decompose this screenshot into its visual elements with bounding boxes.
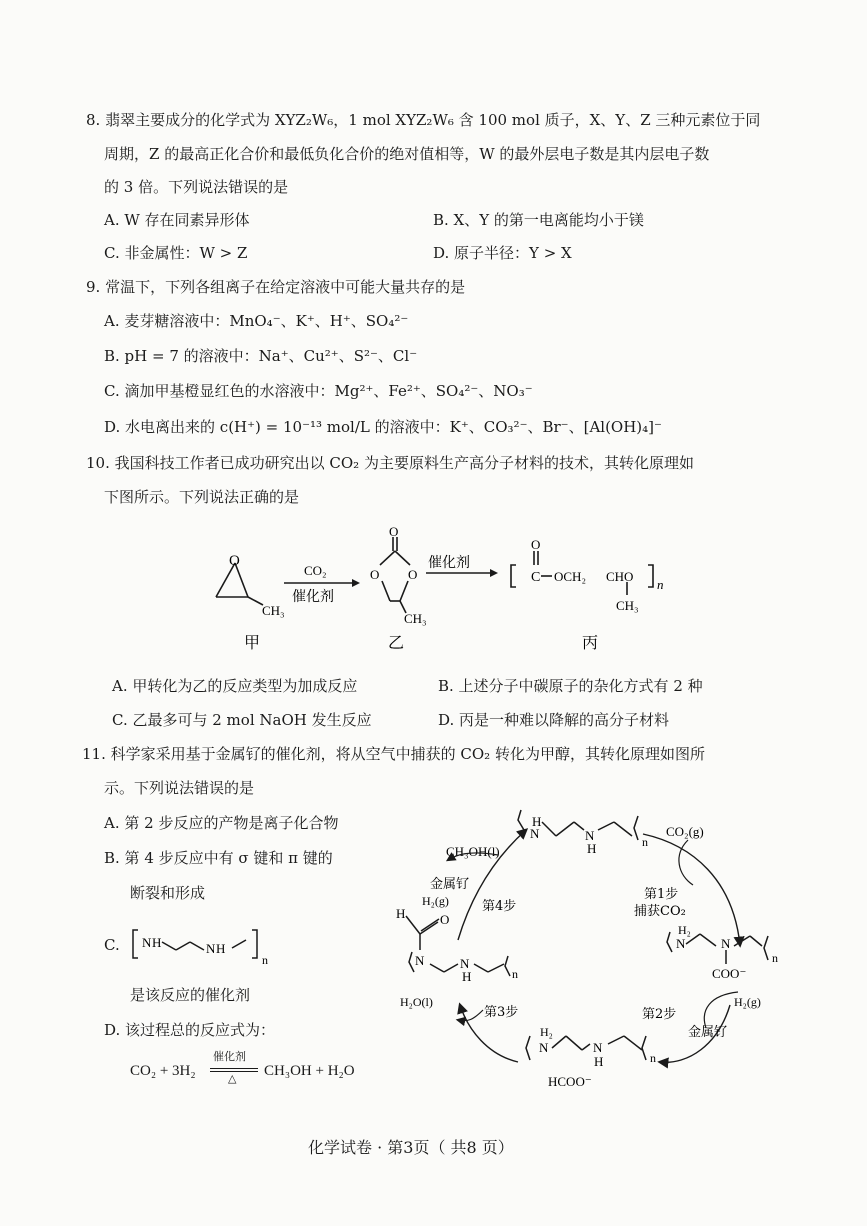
co2g-label: CO₂(g) [666,824,704,839]
page-footer: 化学试卷 · 第3页（ 共8 页） [308,1138,514,1157]
q8-stem-line2: 周期，Z 的最高正化合价和最低负化合价的绝对值相等，W 的最外层电子数是其内层电子数 [104,145,710,163]
top-n1-h: H [532,814,542,829]
equation-catalyst: 催化剂 [213,1050,246,1063]
top-n1: N [530,826,540,841]
capture-co2-label: 捕获CO₂ [634,904,686,919]
formate-hcoo: HCOO⁻ [548,1074,592,1089]
q10-option-a: A. 甲转化为乙的反应类型为加成反应 [112,677,358,695]
carbonate-o-right: O [408,567,418,582]
label-bing: 丙 [582,633,599,652]
q8-stem-line3: 的 3 倍。下列说法错误的是 [104,178,289,196]
formate-n: n [650,1051,656,1065]
q8-option-a: A. W 存在同素异形体 [104,211,250,229]
catalyst-nh-2-h: H [216,941,226,956]
formamide-n: N [415,953,425,968]
h2g-step2: H₂(g) [734,995,761,1009]
formamide-n-sub: n [512,967,518,981]
carbonate-ch3: CH₃ [404,611,427,626]
q11-catalytic-cycle [388,800,808,1100]
polymer-cho: CHO [606,569,634,584]
q11-option-c-catalyst-structure [128,922,278,967]
q9-stem: 9. 常温下，下列各组离子在给定溶液中可能大量共存的是 [86,278,466,296]
arrow-2-catalyst: 催化剂 [428,555,470,571]
q11-option-d: D. 该过程总的反应式为： [104,1021,276,1039]
ch3oh-label: CH₃OH(l) [446,844,500,859]
q8-option-c: C. 非金属性：W > Z [104,244,248,262]
step3-label: 第3步 [484,1005,519,1020]
q10-stem-line2: 下图所示。下列说法正确的是 [104,488,300,506]
q10-reaction-figure [200,525,700,660]
catalyst-nh-2: N [206,941,216,956]
catalyst-nh-1: N [142,935,152,950]
carbonate-o-top: O [389,525,399,539]
q9-option-c: C. 滴加甲基橙显红色的水溶液中：Mg²⁺、Fe²⁺、SO₄²⁻、NO₃⁻ [104,382,533,400]
q9-option-d: D. 水电离出来的 c(H⁺) = 10⁻¹³ mol/L 的溶液中：K⁺、CO₃²⁻、Br⁻、[Al(OH)₄]⁻ [104,418,662,436]
formamide-o: O [440,912,450,927]
formate-n2-h: H [594,1054,604,1069]
top-n2-h: H [587,841,597,856]
equation-heat: △ [228,1072,237,1085]
ru-step2: 金属钌 [688,1025,728,1040]
cyclic-carbonate-structure [380,537,410,613]
label-jia: 甲 [244,633,261,652]
carbamate-h2: H₂ [678,923,691,937]
arrow-2-head [490,569,498,577]
carbamate-n2: N [721,936,731,951]
q10-stem-line1: 10. 我国科技工作者已成功研究出以 CO₂ 为主要原料生产高分子材料的技术，其转化原理如 [86,454,694,472]
q9-option-a: A. 麦芽糖溶液中：MnO₄⁻、K⁺、H⁺、SO₄²⁻ [104,312,409,330]
label-yi: 乙 [388,633,405,652]
equation-left: CO₂ + 3H₂ [130,1063,196,1079]
step2-label: 第2步 [642,1007,677,1022]
catalyst-n: n [262,953,268,967]
q9-option-b: B. pH = 7 的溶液中：Na⁺、Cu²⁺、S²⁻、Cl⁻ [104,347,418,365]
formamide-n2-h: H [462,969,472,984]
carbamate-n: n [772,951,778,965]
formamide-n2: N [460,956,470,971]
carbonate-o-left: O [370,567,380,582]
epoxide-ch3: CH₃ [262,603,285,618]
formamide-h: H [396,906,406,921]
top-n2: N [585,828,595,843]
equation-line [210,1068,258,1069]
ru-step4: 金属钌 [430,877,470,892]
polymer-n: n [657,577,664,592]
q11-stem-line1: 11. 科学家采用基于金属钌的催化剂，将从空气中捕获的 CO₂ 转化为甲醇，其转化原理如图所 [82,745,705,763]
q11-option-a: A. 第 2 步反应的产物是离子化合物 [104,814,339,832]
arrow-h2-in [704,992,738,1028]
h2o-label: H₂O(l) [400,995,433,1009]
q10-option-d: D. 丙是一种难以降解的高分子材料 [438,711,670,729]
q10-option-c: C. 乙最多可与 2 mol NaOH 发生反应 [112,711,372,729]
q8-option-d: D. 原子半径：Y > X [433,244,572,262]
polymer-carbonyl-o: O [531,537,541,552]
step1-label: 第1步 [644,887,679,902]
carbamate-coo: COO⁻ [712,966,747,981]
arrow-1-co2: CO₂ [304,563,327,578]
q10-option-b: B. 上述分子中碳原子的杂化方式有 2 种 [438,677,703,695]
h2g-step4: H₂(g) [422,894,449,908]
arrow-1-catalyst: 催化剂 [292,589,334,605]
carbamate-n1: N [676,936,686,951]
q11-option-b-line2: 断裂和形成 [130,884,206,902]
q8-option-b: B. X、Y 的第一电离能均小于镁 [433,211,644,229]
epoxide-o: O [229,553,240,569]
arrow-co2-in [679,840,693,885]
q8-stem-line1: 8. 翡翠主要成分的化学式为 XYZ₂W₆，1 mol XYZ₂W₆ 含 100 mol 质子，X、Y、Z 三种元素位于同 [86,111,761,129]
q11-stem-line2: 示。下列说法错误的是 [104,779,255,797]
formate-h2: H₂ [540,1025,553,1039]
equation-right: CH₃OH + H₂O [264,1063,355,1079]
formate-n1: N [539,1040,549,1055]
epoxide-structure [216,563,263,605]
arrow-1-head [352,579,360,587]
polymer-ch3: CH₃ [616,598,639,613]
q11-option-c-text: 是该反应的催化剂 [130,986,251,1004]
polymer-carbonyl-c: C [531,570,541,585]
polymer-och2: OCH₂ [554,569,586,584]
catalyst-nh-1-h: H [152,935,162,950]
top-n: n [642,835,648,849]
q11-option-b-line1: B. 第 4 步反应中有 σ 键和 π 键的 [104,849,333,867]
step4-label: 第4步 [482,899,517,914]
formate-n2: N [593,1040,603,1055]
q11-option-c-label: C. [104,936,120,954]
